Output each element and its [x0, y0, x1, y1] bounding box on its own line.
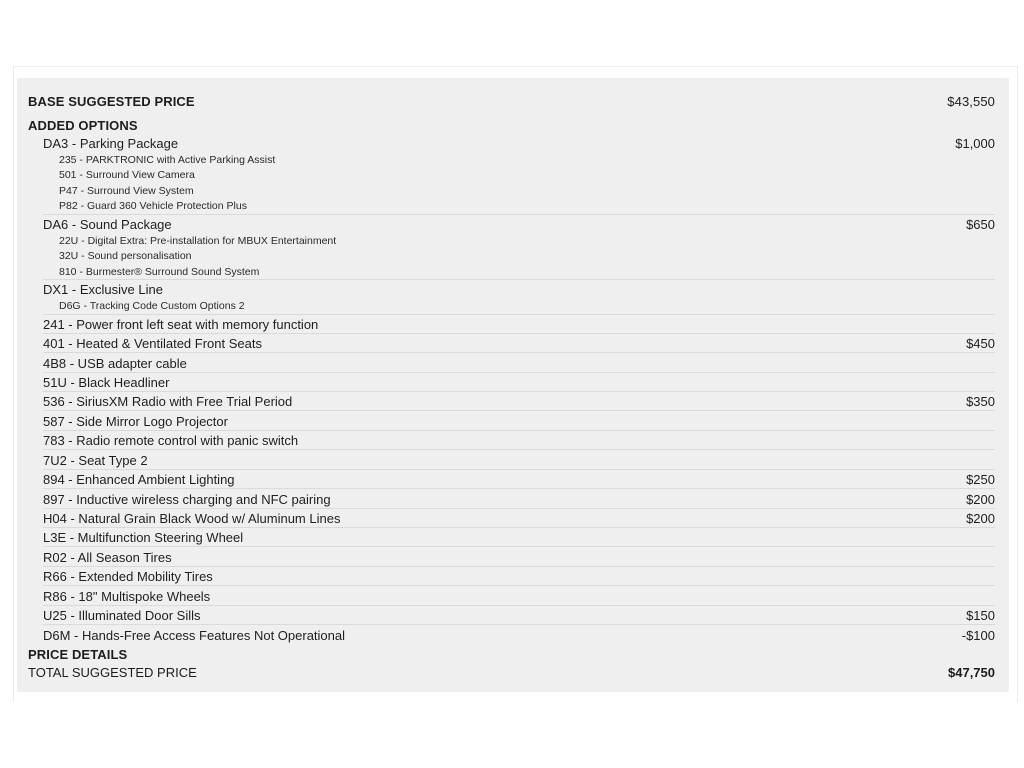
option-row	[43, 606, 995, 625]
package-row	[43, 134, 995, 153]
package-row	[43, 215, 995, 234]
package-label: DX1 - Exclusive Line	[43, 282, 163, 297]
option-label: R86 - 18" Multispoke Wheels	[43, 588, 211, 604]
option-price: $150	[966, 607, 995, 623]
option-row	[43, 509, 995, 528]
total-price-label: TOTAL SUGGESTED PRICE	[28, 665, 197, 680]
option-row	[43, 587, 995, 606]
package-label: DA6 - Sound Package	[43, 217, 172, 232]
package-row	[43, 280, 995, 299]
option-label: 51U - Black Headliner	[43, 374, 170, 390]
option-label: 783 - Radio remote control with panic switch	[43, 432, 299, 448]
price-details-label: PRICE DETAILS	[28, 646, 128, 662]
option-row	[43, 431, 995, 450]
base-price-value: $43,550	[947, 93, 995, 109]
added-options-label: ADDED OPTIONS	[28, 117, 138, 133]
option-label: 401 - Heated & Ventilated Front Seats	[43, 335, 262, 351]
base-price-row	[28, 92, 995, 110]
package-price: $1,000	[955, 136, 995, 151]
price-summary-panel	[17, 78, 1009, 692]
package-label: DA3 - Parking Package	[43, 136, 179, 151]
total-price-row	[28, 663, 995, 682]
option-row	[43, 528, 995, 547]
option-label: L3E - Multifunction Steering Wheel	[43, 529, 244, 545]
base-price-label: BASE SUGGESTED PRICE	[28, 93, 195, 109]
option-label: R66 - Extended Mobility Tires	[43, 568, 213, 584]
option-label: 4B8 - USB adapter cable	[43, 355, 187, 371]
option-label: 587 - Side Mirror Logo Projector	[43, 413, 228, 429]
option-row	[43, 315, 995, 334]
option-price: $450	[966, 335, 995, 351]
option-price: $200	[966, 510, 995, 526]
total-price-value: $47,750	[948, 665, 995, 680]
option-price: $350	[966, 393, 995, 409]
option-label: H04 - Natural Grain Black Wood w/ Aluminum Lines	[43, 510, 341, 526]
option-label: R02 - All Season Tires	[43, 549, 172, 565]
option-label: 241 - Power front left seat with memory function	[43, 316, 319, 332]
option-label: 894 - Enhanced Ambient Lighting	[43, 471, 235, 487]
added-options-heading	[28, 116, 995, 134]
package-item: P47 - Surround View System	[59, 184, 194, 197]
package-item: P82 - Guard 360 Vehicle Protection Plus	[59, 199, 247, 212]
option-label: D6M - Hands-Free Access Features Not Operational	[43, 628, 346, 643]
option-row	[43, 490, 995, 509]
option-label: 897 - Inductive wireless charging and NFC pairing	[43, 491, 331, 507]
option-label: 536 - SiriusXM Radio with Free Trial Period	[43, 393, 293, 409]
option-price: -$100	[961, 628, 995, 643]
option-label: U25 - Illuminated Door Sills	[43, 607, 201, 623]
option-price: $200	[966, 491, 995, 507]
option-row	[43, 470, 995, 489]
option-row	[43, 451, 995, 470]
package-item: 810 - Burmester® Surround Sound System	[59, 265, 260, 278]
option-row	[43, 412, 995, 431]
package-item: 22U - Digital Extra: Pre-installation for MBUX Entertainment	[59, 234, 337, 247]
option-label: 7U2 - Seat Type 2	[43, 452, 148, 468]
price-details-heading	[28, 645, 995, 663]
option-row	[43, 548, 995, 567]
package-item: 32U - Sound personalisation	[59, 249, 192, 262]
option-row	[43, 567, 995, 586]
package-item: 501 - Surround View Camera	[59, 168, 195, 181]
option-row	[43, 373, 995, 392]
option-row	[43, 626, 995, 645]
option-row	[43, 334, 995, 353]
option-row	[43, 354, 995, 373]
package-price: $650	[966, 217, 995, 232]
option-row	[43, 392, 995, 411]
option-price: $250	[966, 471, 995, 487]
package-item: D6G - Tracking Code Custom Options 2	[59, 299, 245, 312]
package-item: 235 - PARKTRONIC with Active Parking Assist	[59, 153, 276, 166]
